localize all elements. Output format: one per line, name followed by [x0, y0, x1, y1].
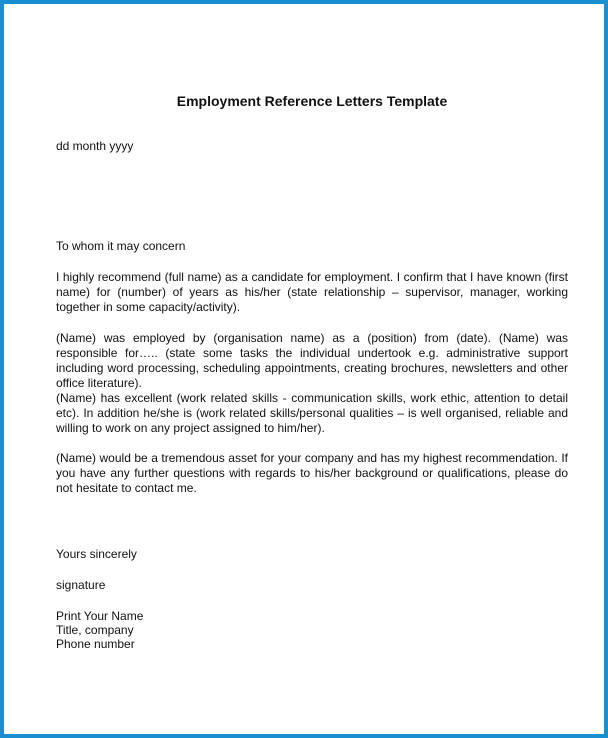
signoff-title: Title, company — [56, 623, 134, 637]
paragraph-employment: (Name) was employed by (organisation name) as a (position) from (date). (Name) was responsible for….. (state some tasks the individual undertook e.g. administrative support including word processing, scheduling appointments, creating brochures, newsletters and other office literature). — [56, 331, 568, 390]
signoff-phone: Phone number — [56, 637, 135, 651]
paragraph-recommendation: I highly recommend (full name) as a candidate for employment. I confirm that I have known (first name) for (number) of years as his/her (state relationship – supervisor, manager, working together in some capacity/activity). — [56, 270, 568, 314]
letter-date: dd month yyyy — [56, 139, 134, 153]
document-title: Employment Reference Letters Template — [176, 93, 448, 109]
salutation: To whom it may concern — [56, 239, 186, 253]
paragraph-conclusion: (Name) would be a tremendous asset for your company and has my highest recommendation. If you have any further questions with regards to his/her background or qualifications, please do not hesitate to contact me. — [56, 451, 568, 495]
paragraph-skills: (Name) has excellent (work related skills - communication skills, work ethic, attention to detail etc). In addition he/she is (work related skills/personal qualities – is well organised, reliable and willing to work on any project assigned to him/her). — [56, 391, 568, 435]
signoff-block — [56, 609, 143, 651]
closing: Yours sincerely — [56, 547, 137, 561]
signature-placeholder: signature — [56, 578, 106, 592]
signoff-name: Print Your Name — [56, 609, 144, 623]
